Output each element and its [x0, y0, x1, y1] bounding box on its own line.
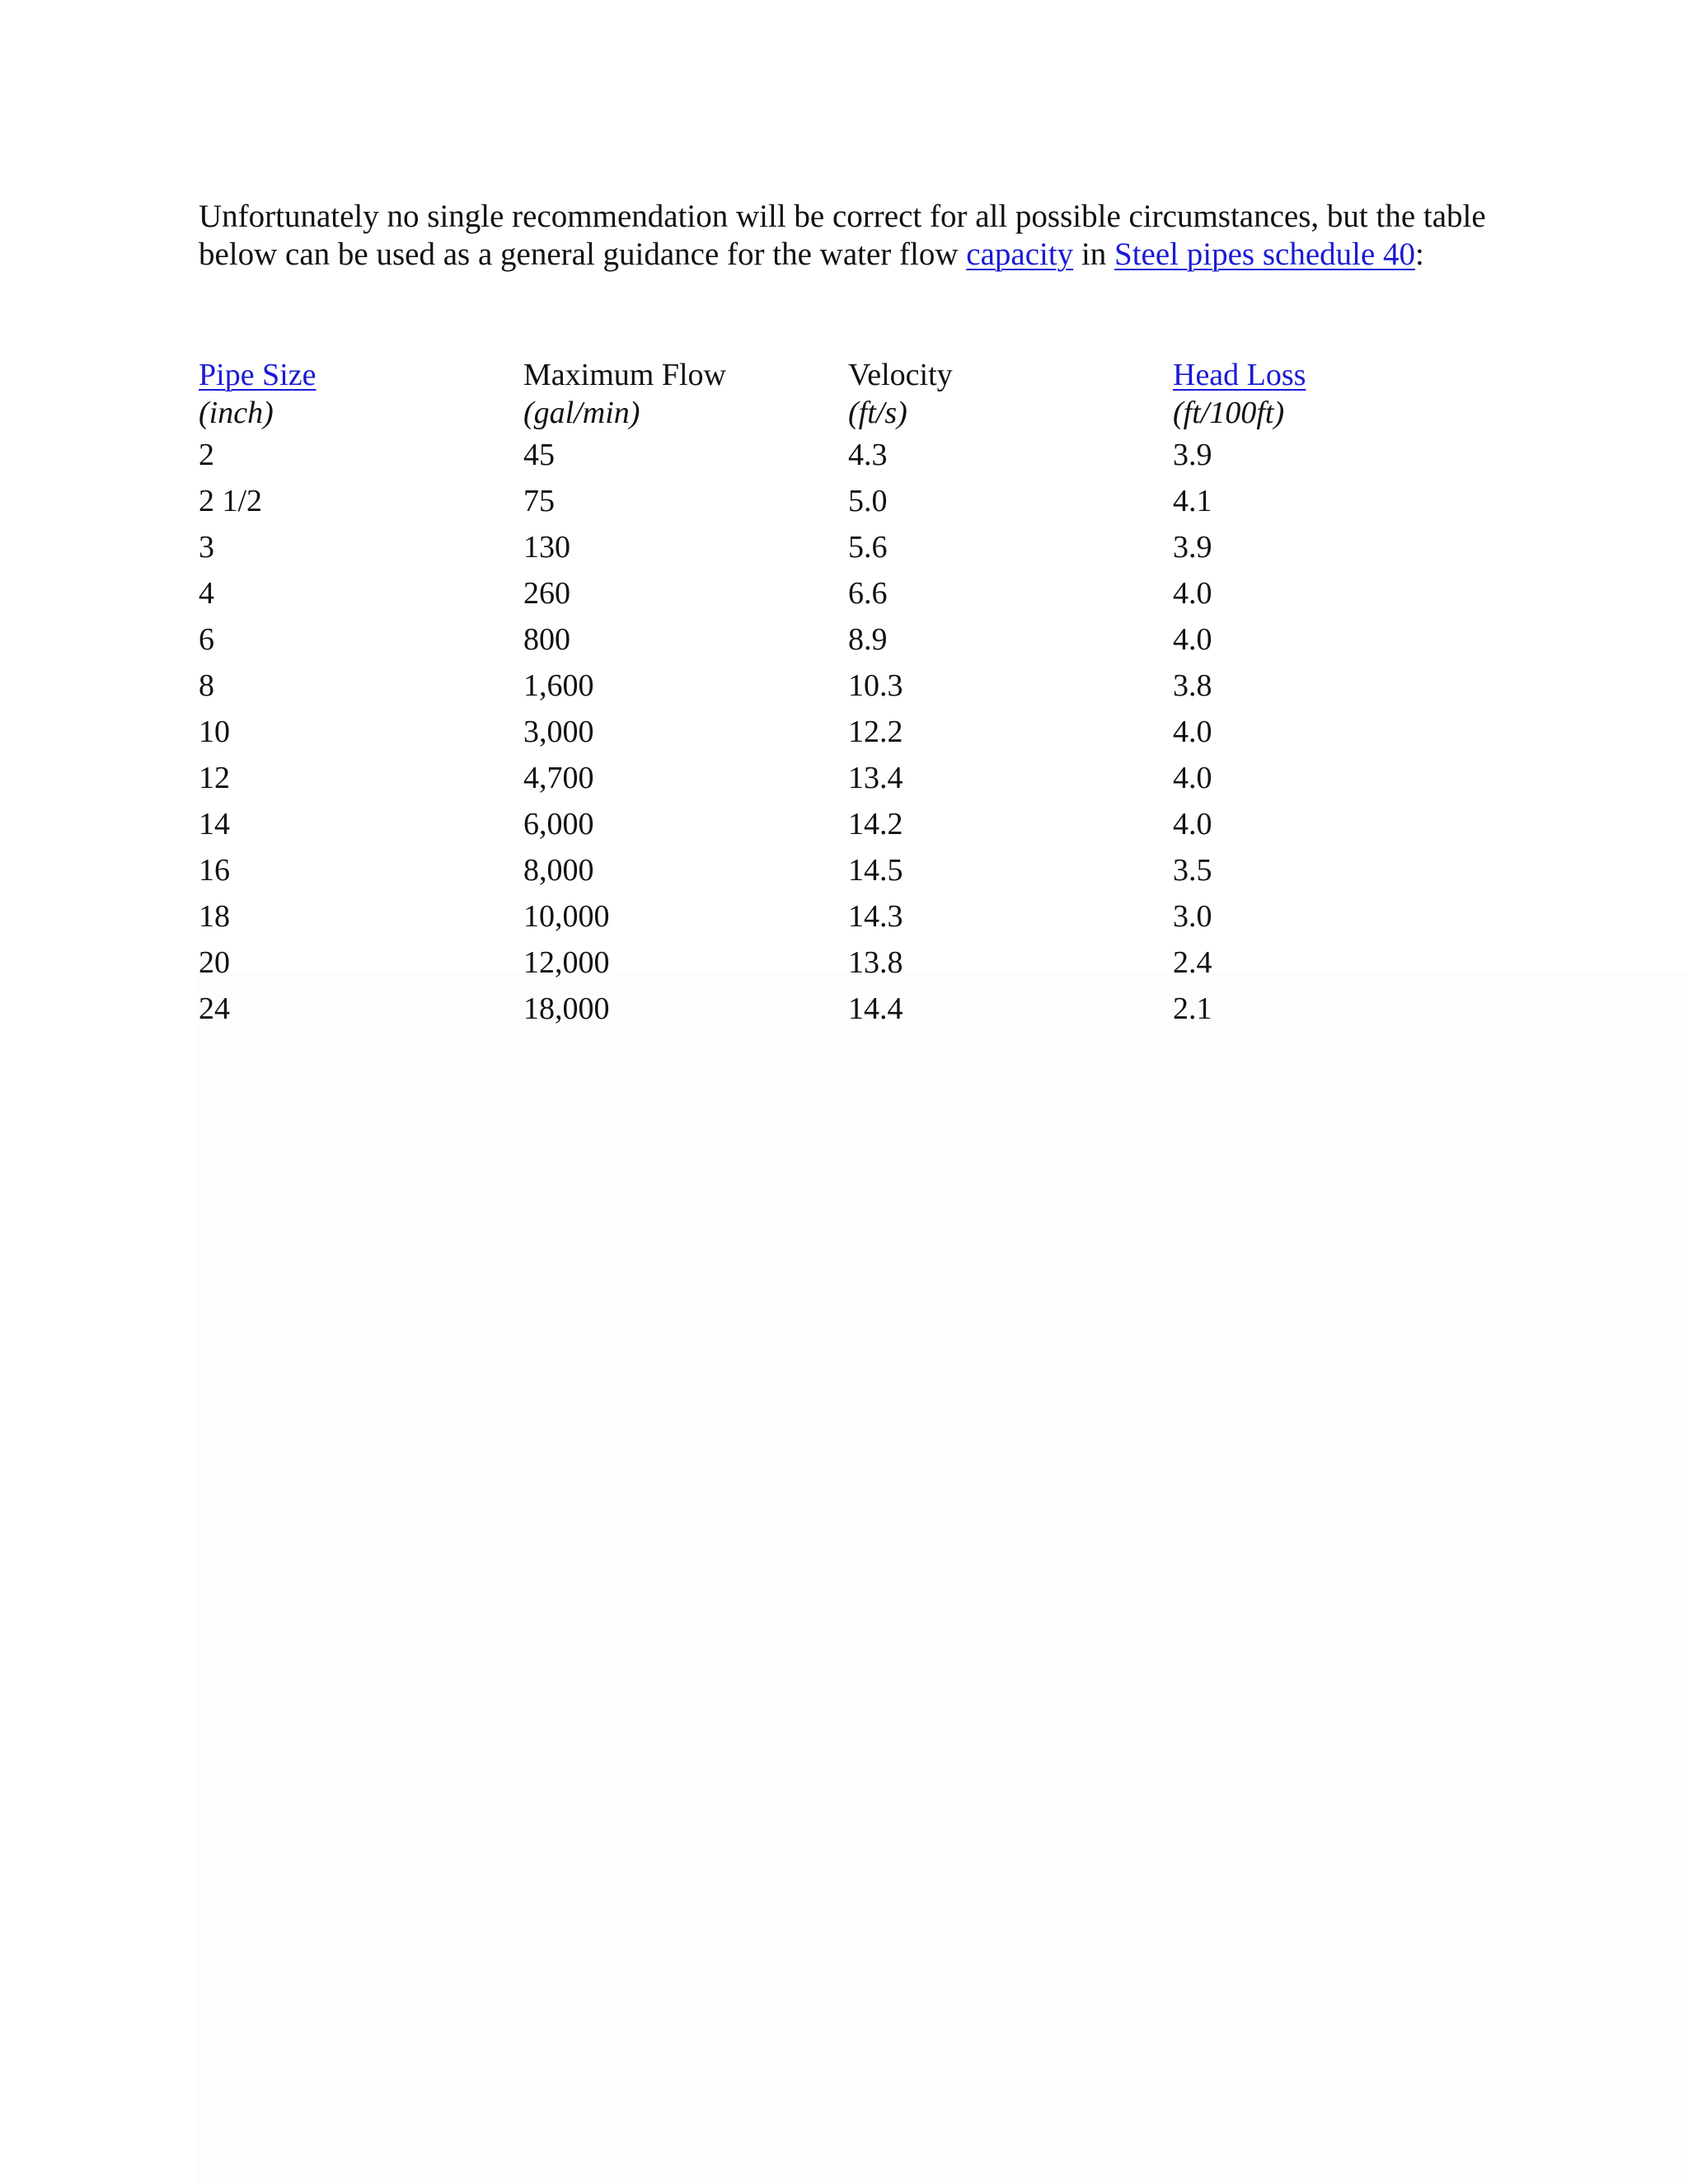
- cell-pipe-size: 12: [199, 761, 230, 795]
- header-unit-head-loss: (ft/100ft): [1173, 396, 1285, 430]
- cell-maximum-flow: 3,000: [523, 715, 594, 749]
- cell-maximum-flow: 6,000: [523, 807, 594, 841]
- cell-velocity: 5.0: [848, 484, 888, 518]
- header-unit-maximum-flow: (gal/min): [523, 396, 640, 430]
- pipe-flow-table: [199, 356, 1420, 1032]
- intro-text-after: :: [1415, 237, 1424, 272]
- cell-pipe-size: 2: [199, 438, 214, 472]
- cell-head-loss: 3.9: [1173, 530, 1212, 565]
- head-loss-link[interactable]: Head Loss: [1173, 358, 1306, 392]
- pipe-size-link[interactable]: Pipe Size: [199, 358, 316, 392]
- cell-pipe-size: 3: [199, 530, 214, 565]
- table-row: [199, 940, 1420, 986]
- cell-pipe-size: 6: [199, 622, 214, 657]
- cell-pipe-size: 20: [199, 945, 230, 980]
- cell-maximum-flow: 45: [523, 438, 555, 472]
- cell-maximum-flow: 75: [523, 484, 555, 518]
- cell-head-loss: 4.0: [1173, 761, 1212, 795]
- table-row: [199, 709, 1420, 755]
- cell-velocity: 13.8: [848, 945, 903, 980]
- table-row: [199, 801, 1420, 847]
- table-row: [199, 755, 1420, 801]
- cell-pipe-size: 24: [199, 991, 230, 1026]
- cell-maximum-flow: 800: [523, 622, 570, 657]
- page-background-shade: [195, 972, 1688, 2184]
- cell-pipe-size: 18: [199, 899, 230, 934]
- header-maximum-flow: [523, 356, 848, 432]
- table-row: [199, 616, 1420, 663]
- cell-head-loss: 4.0: [1173, 576, 1212, 611]
- cell-head-loss: 3.8: [1173, 668, 1212, 703]
- cell-maximum-flow: 1,600: [523, 668, 594, 703]
- capacity-link[interactable]: capacity: [966, 237, 1074, 272]
- table-row: [199, 893, 1420, 940]
- cell-pipe-size: 10: [199, 715, 230, 749]
- header-label-maximum-flow: Maximum Flow: [523, 358, 726, 392]
- cell-velocity: 13.4: [848, 761, 903, 795]
- cell-velocity: 4.3: [848, 438, 888, 472]
- cell-pipe-size: 4: [199, 576, 214, 611]
- cell-pipe-size: 14: [199, 807, 230, 841]
- cell-head-loss: 3.5: [1173, 853, 1212, 888]
- cell-velocity: 14.3: [848, 899, 903, 934]
- cell-head-loss: 4.0: [1173, 622, 1212, 657]
- header-label-velocity: Velocity: [848, 358, 953, 392]
- cell-head-loss: 3.0: [1173, 899, 1212, 934]
- header-velocity: [848, 356, 1173, 432]
- table-header: [199, 356, 1420, 432]
- header-pipe-size: [199, 356, 523, 432]
- intro-text-middle: in: [1073, 237, 1115, 272]
- cell-head-loss: 4.0: [1173, 807, 1212, 841]
- cell-maximum-flow: 130: [523, 530, 570, 565]
- cell-velocity: 14.5: [848, 853, 903, 888]
- table-header-row: [199, 356, 1420, 432]
- table-row: [199, 478, 1420, 524]
- cell-maximum-flow: 12,000: [523, 945, 610, 980]
- cell-maximum-flow: 8,000: [523, 853, 594, 888]
- cell-maximum-flow: 4,700: [523, 761, 594, 795]
- table-row: [199, 847, 1420, 893]
- cell-velocity: 14.4: [848, 991, 903, 1026]
- cell-head-loss: 4.0: [1173, 715, 1212, 749]
- cell-head-loss: 3.9: [1173, 438, 1212, 472]
- table-row: [199, 570, 1420, 616]
- cell-maximum-flow: 18,000: [523, 991, 610, 1026]
- cell-head-loss: 2.1: [1173, 991, 1212, 1026]
- table-row: [199, 986, 1420, 1032]
- cell-pipe-size: 2 1/2: [199, 484, 263, 518]
- header-head-loss: [1173, 356, 1420, 432]
- intro-text-before: Unfortunately no single recommendation will be correct for all possible circumstances, but the table below can be used as a general guidance for the water flow: [199, 199, 1486, 272]
- table-body: [199, 432, 1420, 1032]
- table-row: [199, 663, 1420, 709]
- cell-pipe-size: 16: [199, 853, 230, 888]
- steel-pipes-schedule-40-link[interactable]: Steel pipes schedule 40: [1114, 237, 1416, 272]
- table-row: [199, 524, 1420, 570]
- intro-paragraph: [199, 198, 1501, 274]
- header-unit-pipe-size: (inch): [199, 396, 274, 430]
- cell-velocity: 5.6: [848, 530, 888, 565]
- cell-velocity: 8.9: [848, 622, 888, 657]
- cell-head-loss: 4.1: [1173, 484, 1212, 518]
- table-row: [199, 432, 1420, 478]
- cell-pipe-size: 8: [199, 668, 214, 703]
- cell-velocity: 10.3: [848, 668, 903, 703]
- cell-velocity: 14.2: [848, 807, 903, 841]
- header-unit-velocity: (ft/s): [848, 396, 907, 430]
- cell-maximum-flow: 10,000: [523, 899, 610, 934]
- cell-head-loss: 2.4: [1173, 945, 1212, 980]
- cell-velocity: 6.6: [848, 576, 888, 611]
- cell-velocity: 12.2: [848, 715, 903, 749]
- cell-maximum-flow: 260: [523, 576, 570, 611]
